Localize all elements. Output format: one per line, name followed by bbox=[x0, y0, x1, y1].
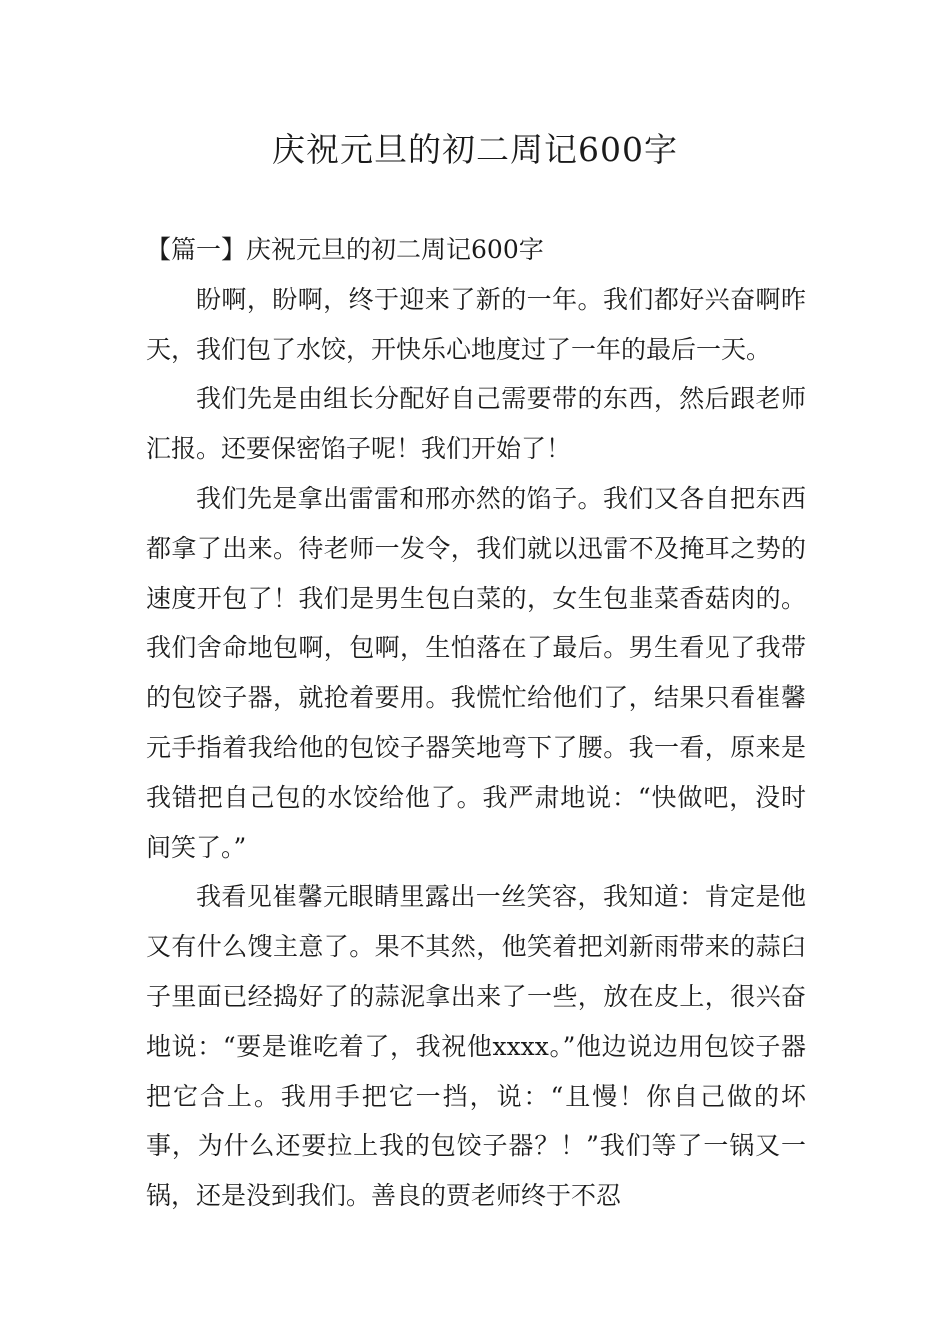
paragraph-1: 盼啊，盼啊，终于迎来了新的一年。我们都好兴奋啊昨天，我们包了水饺，开快乐心地度过了一年的最后一天。 bbox=[146, 284, 806, 364]
document-body bbox=[146, 225, 806, 1221]
paragraph-4: 我看见崔馨元眼睛里露出一丝笑容，我知道：肯定是他又有什么馊主意了。果不其然，他笑着把刘新雨带来的蒜臼子里面已经捣好了的蒜泥拿出来了一些，放在皮上，很兴奋地说：“要是谁吃着了，我祝他xxxx。”他边说边用包饺子器把它合上。我用手把它一挡，说：“且慢！你自己做的坏事，为什么还要拉上我的包饺子器？！”我们等了一锅又一锅，还是没到我们。善良的贾老师终于不忍 bbox=[146, 882, 806, 1211]
paragraph-3: 我们先是拿出雷雷和邢亦然的馅子。我们又各自把东西都拿了出来。待老师一发令，我们就以迅雷不及掩耳之势的速度开包了！我们是男生包白菜的，女生包韭菜香菇肉的。我们舍命地包啊，包啊，生怕落在了最后。男生看见了我带的包饺子器，就抢着要用。我慌忙给他们了，结果只看崔馨元手指着我给他的包饺子器笑地弯下了腰。我一看，原来是我错把自己包的水饺给他了。我严肃地说：“快做吧，没时间笑了。” bbox=[146, 483, 806, 862]
section-heading: 【篇一】庆祝元旦的初二周记600字 bbox=[146, 235, 544, 264]
paragraph-2: 我们先是由组长分配好自己需要带的东西，然后跟老师汇报。还要保密馅子呢！我们开始了！ bbox=[146, 384, 806, 464]
document-title: 庆祝元旦的初二周记600字 bbox=[272, 130, 678, 169]
